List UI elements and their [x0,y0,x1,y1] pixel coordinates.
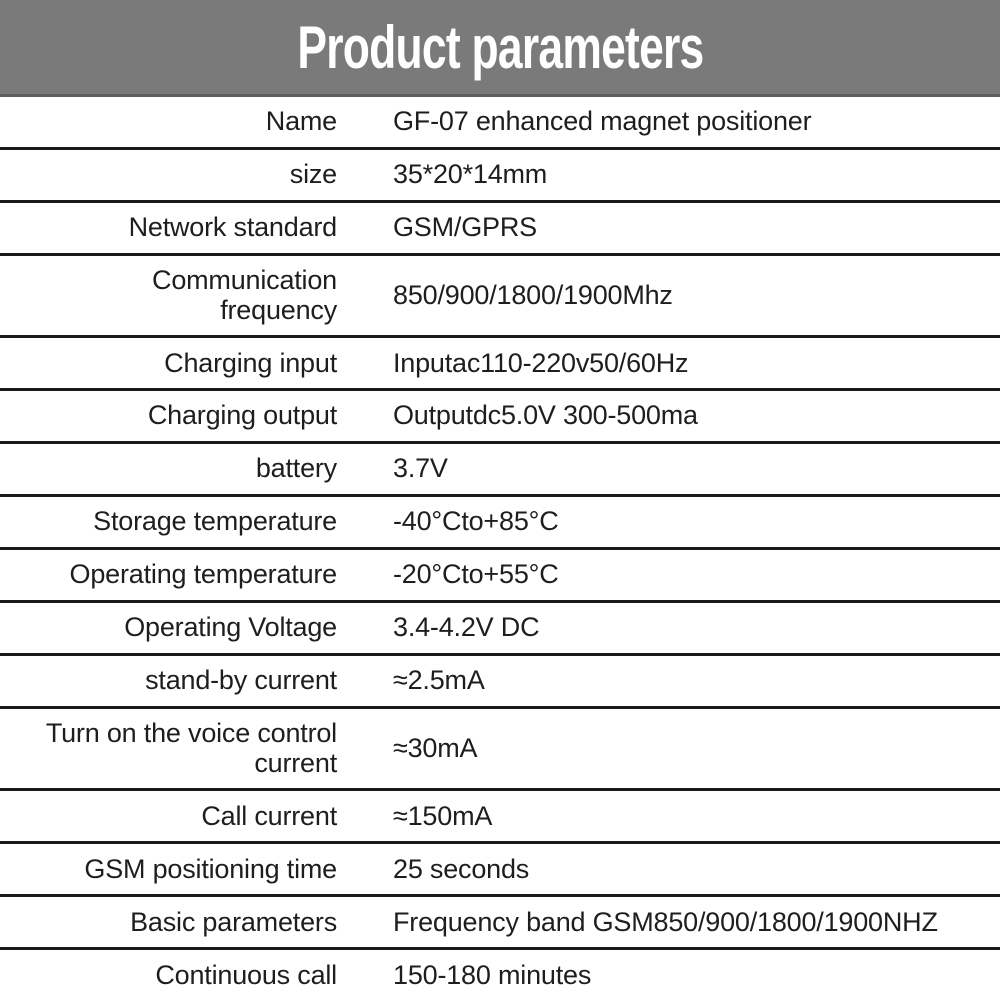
table-row [0,256,1000,338]
param-label: Storage temperature [93,506,337,537]
table-row [0,950,1000,1000]
param-label: Charging output [147,400,337,431]
table-row [0,97,1000,150]
table-row [0,897,1000,950]
param-label: Continuous call [155,959,337,990]
param-label: Turn on the voice control current [45,718,337,778]
page-title: Product parameters [296,13,704,81]
param-value: GF-07 enhanced magnet positioner [393,106,812,137]
table-row [0,709,1000,791]
param-value: ≈30mA [393,732,478,763]
param-value: -40°Cto+85°C [393,506,559,537]
table-row [0,550,1000,603]
param-label: Basic parameters [130,906,337,937]
param-value: 35*20*14mm [393,159,548,190]
param-value: 150-180 minutes [393,959,592,990]
table-row [0,791,1000,844]
param-label: GSM positioning time [84,853,337,884]
param-value: 3.7V [393,453,448,484]
table-row [0,497,1000,550]
param-label: Communication frequency [152,265,337,325]
table-row [0,203,1000,256]
header-banner [0,0,1000,97]
param-value: ≈2.5mA [393,665,485,696]
param-value: ≈150mA [393,800,493,831]
param-label: stand-by current [145,665,337,696]
param-label: Operating temperature [69,559,337,590]
param-label: Network standard [128,212,337,243]
param-value: -20°Cto+55°C [393,559,559,590]
param-label: size [289,159,337,190]
parameters-table [0,97,1000,1000]
param-label: Charging input [164,347,337,378]
table-row [0,444,1000,497]
param-value: Frequency band GSM850/900/1800/1900NHZ [393,906,938,937]
param-label: Call current [201,800,337,831]
param-value: Outputdc5.0V 300-500ma [393,400,698,431]
param-value: 25 seconds [393,853,530,884]
param-label: battery [255,453,337,484]
param-value: 3.4-4.2V DC [393,612,540,643]
param-value: Inputac110-220v50/60Hz [393,347,689,378]
table-row [0,338,1000,391]
table-row [0,656,1000,709]
param-label: Operating Voltage [124,612,337,643]
table-row [0,391,1000,444]
param-value: GSM/GPRS [393,212,537,243]
table-row [0,844,1000,897]
param-value: 850/900/1800/1900Mhz [393,279,673,310]
param-label: Name [265,106,337,137]
table-row [0,603,1000,656]
table-row [0,150,1000,203]
